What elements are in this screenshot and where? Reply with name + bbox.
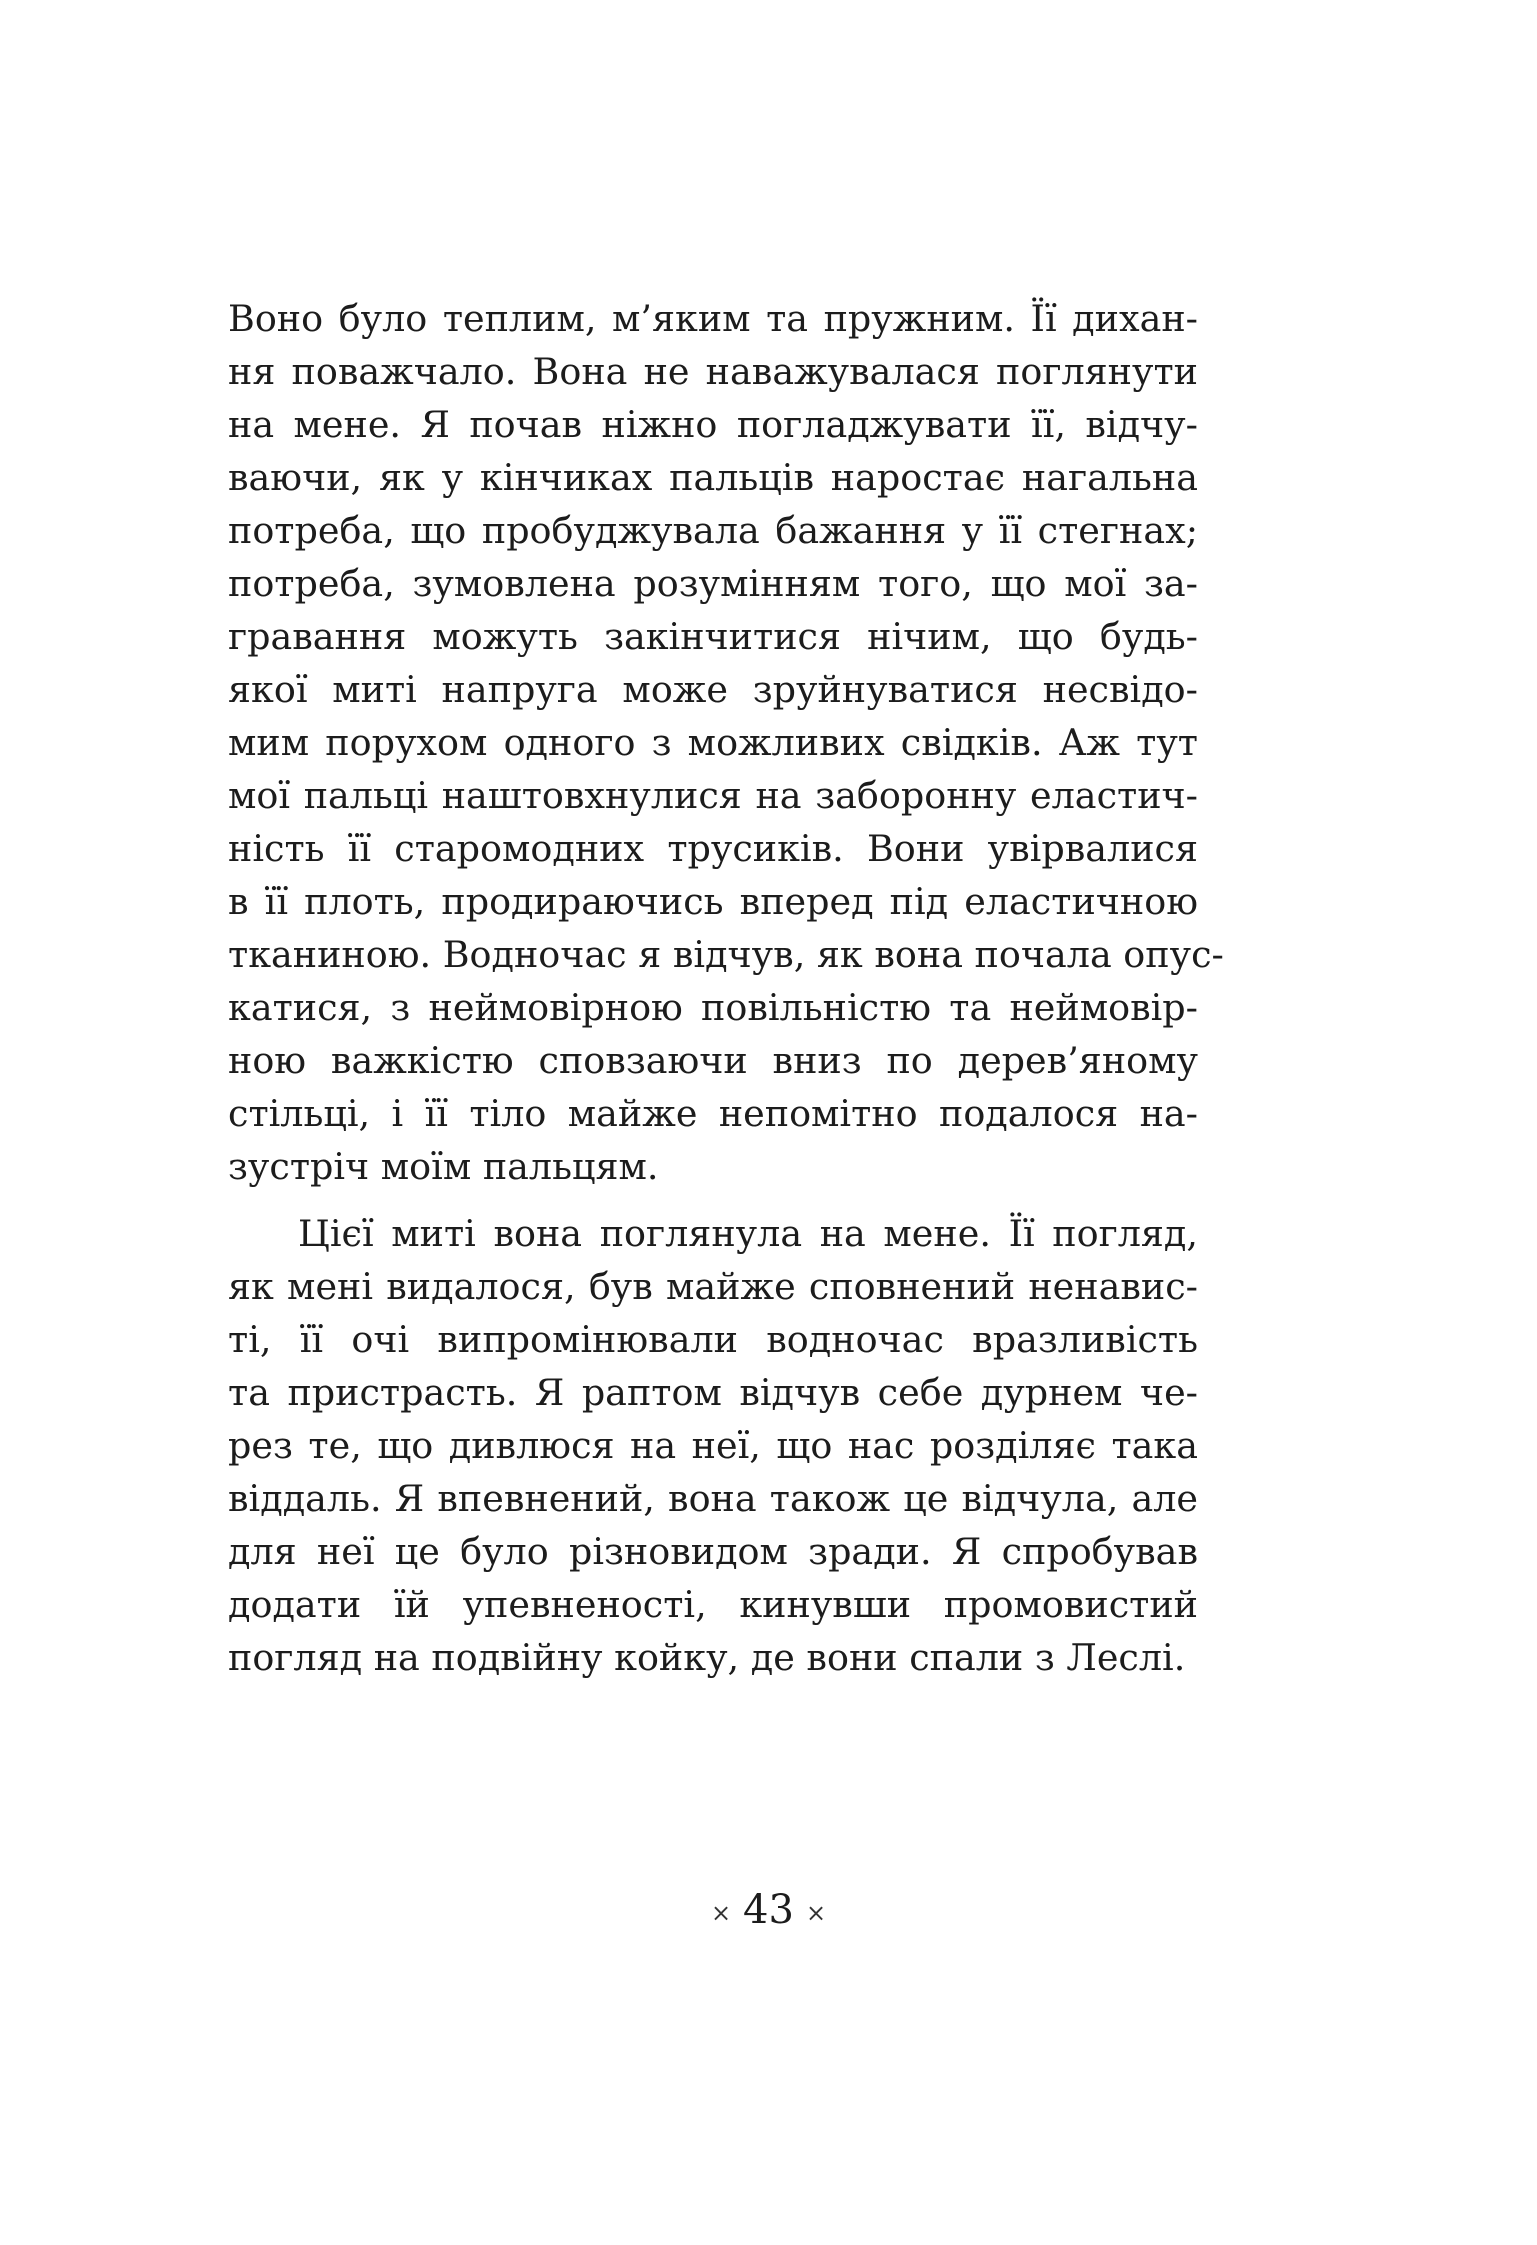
text-line: на мене. Я почав ніжно погладжувати її, відчу- (228, 403, 1198, 446)
text-line: Цієї миті вона поглянула на мене. Її погляд, (298, 1212, 1198, 1255)
paragraph-2 (228, 1207, 1198, 1684)
text-line: ня поважчало. Вона не наважувалася поглянути (228, 350, 1198, 393)
text-line: потреба, що пробуджувала бажання у її стегнах; (228, 509, 1198, 552)
text-line: гравання можуть закінчитися нічим, що будь- (228, 615, 1198, 658)
text-line: мої пальці наштовхнулися на заборонну еластич- (228, 774, 1198, 817)
text-line: ною важкістю сповзаючи вниз по дерев’яному (228, 1039, 1198, 1082)
paragraph-1 (228, 292, 1224, 1193)
text-line: та пристрасть. Я раптом відчув себе дурнем че- (228, 1371, 1198, 1414)
body-text (228, 292, 1224, 1684)
paragraph-gap (228, 1193, 1198, 1207)
text-line: в її плоть, продираючись вперед під еластичною (228, 880, 1198, 923)
text-line: ті, її очі випромінювали водночас вразливість (228, 1318, 1198, 1361)
page-footer (0, 1887, 1537, 1933)
text-line: ваючи, як у кінчиках пальців наростає нагальна (228, 456, 1198, 499)
text-line: додати їй упевненості, кинувши промовистий (228, 1583, 1198, 1626)
text-line: стільці, і її тіло майже непомітно подалося на- (228, 1092, 1198, 1135)
text-line: якої миті напруга може зруйнуватися несвідо- (228, 668, 1198, 711)
text-line: рез те, що дивлюся на неї, що нас розділяє така (228, 1424, 1198, 1467)
text-line: віддаль. Я впевнений, вона також це відчула, але (228, 1477, 1198, 1520)
text-line: зустріч моїм пальцям. (228, 1145, 659, 1188)
text-line: мим порухом одного з можливих свідків. Аж тут (228, 721, 1198, 764)
ornament-right-icon: × (805, 1899, 827, 1927)
text-line: ність її старомодних трусиків. Вони увірвалися (228, 827, 1198, 870)
text-line: Воно було теплим, м’яким та пружним. Її дихан- (228, 297, 1198, 340)
text-line: потреба, зумовлена розумінням того, що мої за- (228, 562, 1198, 605)
text-line: тканиною. Водночас я відчув, як вона почала опус- (228, 933, 1224, 976)
text-line: катися, з неймовірною повільністю та неймовір- (228, 986, 1198, 1029)
text-line: як мені видалося, був майже сповнений ненавис- (228, 1265, 1198, 1308)
text-line: для неї це було різновидом зради. Я спробував (228, 1530, 1198, 1573)
page-number: 43 (743, 1887, 794, 1933)
ornament-left-icon: × (710, 1899, 732, 1927)
text-line: погляд на подвійну койку, де вони спали з Леслі. (228, 1636, 1186, 1679)
